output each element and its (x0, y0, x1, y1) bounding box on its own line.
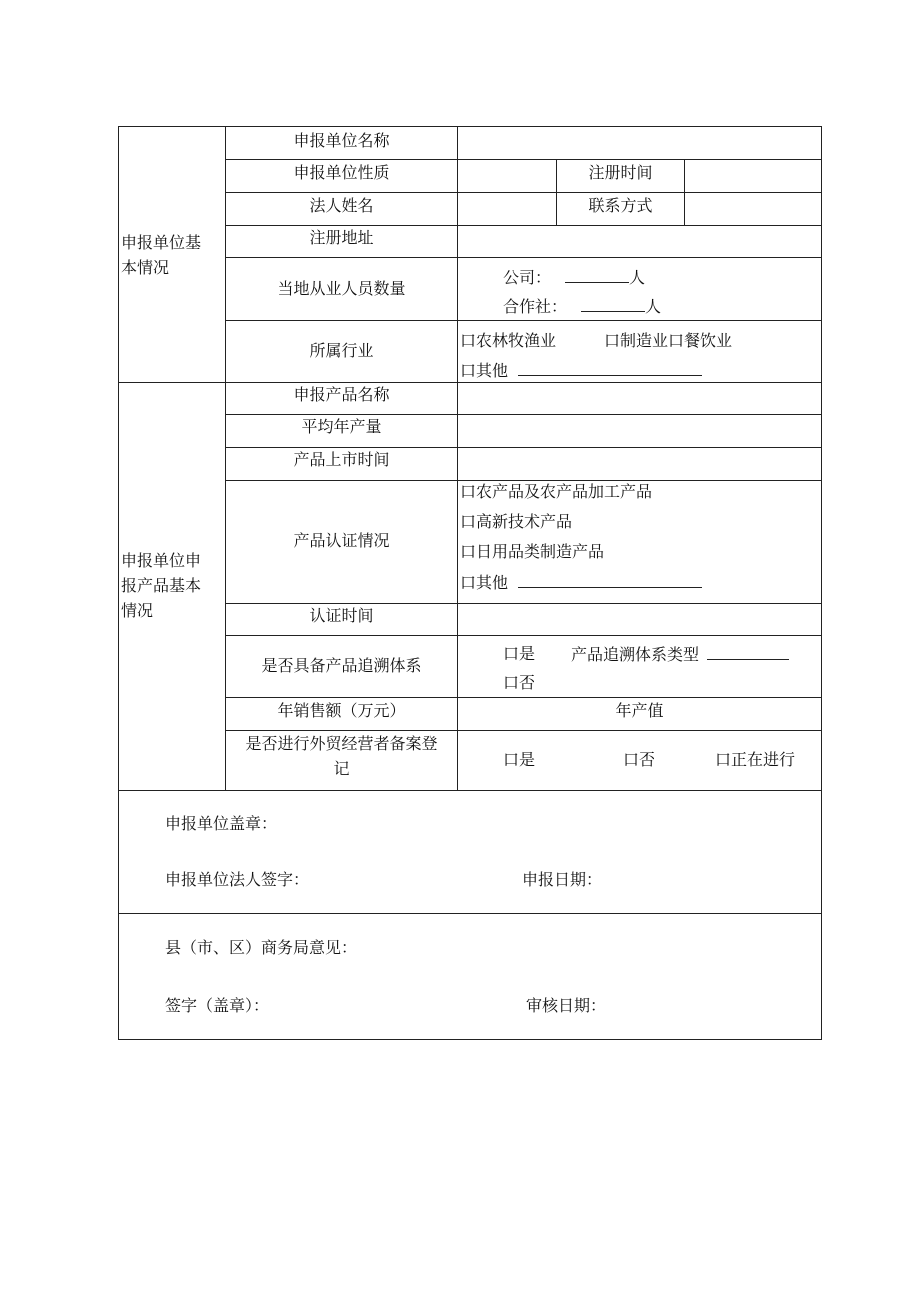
industry-label: 所属行业 (309, 341, 374, 360)
register-time-label: 注册时间 (588, 163, 653, 182)
employees-label: 当地从业人员数量 (277, 279, 406, 298)
apply-date-label: 申报日期： (522, 870, 603, 889)
legal-person-label: 法人姓名 (309, 196, 374, 215)
contact-field[interactable] (685, 193, 821, 225)
cert-time-label: 认证时间 (309, 606, 374, 625)
industry-other-label: 口其他 (460, 361, 509, 380)
section2-label-line1: 申报单位申 (121, 551, 202, 570)
unit-name-field[interactable] (458, 127, 821, 159)
signature-label: 申报单位法人签字： (165, 870, 310, 889)
border-bottom (118, 1039, 822, 1040)
cert-option-daily[interactable]: 口日用品类制造产品 (460, 542, 605, 561)
cert-option-agri[interactable]: 口农产品及农产品加工产品 (460, 482, 653, 501)
review-date-label: 审核日期： (526, 996, 607, 1015)
person-unit: 人 (629, 268, 646, 287)
cert-other-label: 口其他 (460, 573, 509, 592)
legal-person-field[interactable] (458, 193, 556, 225)
border-left (118, 126, 119, 1040)
certification-label: 产品认证情况 (293, 531, 390, 550)
industry-option-manufacturing-catering[interactable]: 口制造业口餐饮业 (604, 331, 733, 350)
ft-yes-option[interactable]: 口是 (503, 750, 536, 769)
industry-option-agri[interactable]: 口农林牧渔业 (460, 331, 557, 350)
row-line (225, 480, 822, 481)
trace-type-blank[interactable] (707, 644, 789, 660)
employees-coop[interactable] (503, 296, 661, 317)
section2-label-line3: 情况 (121, 601, 154, 620)
row-line (225, 697, 822, 698)
row-line (225, 635, 822, 636)
seal-label: 申报单位盖章： (165, 814, 278, 833)
company-label: 公司： (503, 268, 552, 287)
border-right (821, 126, 822, 1040)
sales-label: 年销售额（万元） (277, 701, 406, 720)
foreign-trade-label-line1: 是否进行外贸经营者备案登 (245, 734, 438, 753)
row-line (225, 730, 822, 731)
opinion-label: 县（市、区）商务局意见： (165, 938, 358, 957)
section-line (118, 913, 822, 914)
annual-output-field[interactable] (458, 415, 821, 447)
section-line (118, 790, 822, 791)
person-unit: 人 (645, 297, 662, 316)
section1-label-line1: 申报单位基 (121, 233, 202, 252)
trace-no-option[interactable]: 口否 (503, 673, 536, 692)
market-time-label: 产品上市时间 (293, 450, 390, 469)
cert-option-other[interactable] (460, 572, 702, 593)
cert-time-field[interactable] (458, 604, 821, 635)
trace-type-label: 产品追溯体系类型 (571, 645, 700, 664)
product-name-field[interactable] (458, 383, 821, 414)
register-time-field[interactable] (685, 160, 821, 192)
ft-no-option[interactable]: 口否 (623, 750, 656, 769)
row-line (225, 320, 822, 321)
output-value-label: 年产值 (615, 701, 664, 720)
annual-output-label: 平均年产量 (301, 417, 382, 436)
section2-label-line2: 报产品基本 (121, 576, 202, 595)
register-address-field[interactable] (458, 226, 821, 257)
market-time-field[interactable] (458, 448, 821, 480)
unit-nature-field[interactable] (458, 160, 556, 192)
unit-name-label: 申报单位名称 (293, 131, 390, 150)
employees-company[interactable] (503, 267, 645, 288)
section1-label-line2: 本情况 (121, 258, 170, 277)
application-form (118, 126, 822, 1040)
coop-blank[interactable] (581, 296, 645, 312)
industry-other-blank[interactable] (518, 360, 702, 376)
ft-ongoing-option[interactable]: 口正在进行 (715, 750, 796, 769)
row-line (225, 257, 822, 258)
trace-type[interactable] (571, 644, 789, 665)
trace-label: 是否具备产品追溯体系 (261, 656, 422, 675)
trace-yes-option[interactable]: 口是 (503, 644, 536, 663)
company-blank[interactable] (565, 267, 629, 283)
cert-option-hightech[interactable]: 口高新技术产品 (460, 512, 573, 531)
sign-seal-label: 签字（盖章）： (165, 996, 270, 1015)
contact-label: 联系方式 (588, 196, 653, 215)
industry-option-other[interactable] (460, 360, 702, 381)
foreign-trade-label-line2: 记 (333, 759, 350, 778)
cert-other-blank[interactable] (518, 572, 702, 588)
unit-nature-label: 申报单位性质 (293, 163, 390, 182)
product-name-label: 申报产品名称 (293, 385, 390, 404)
coop-label: 合作社： (503, 297, 568, 316)
register-address-label: 注册地址 (309, 228, 374, 247)
